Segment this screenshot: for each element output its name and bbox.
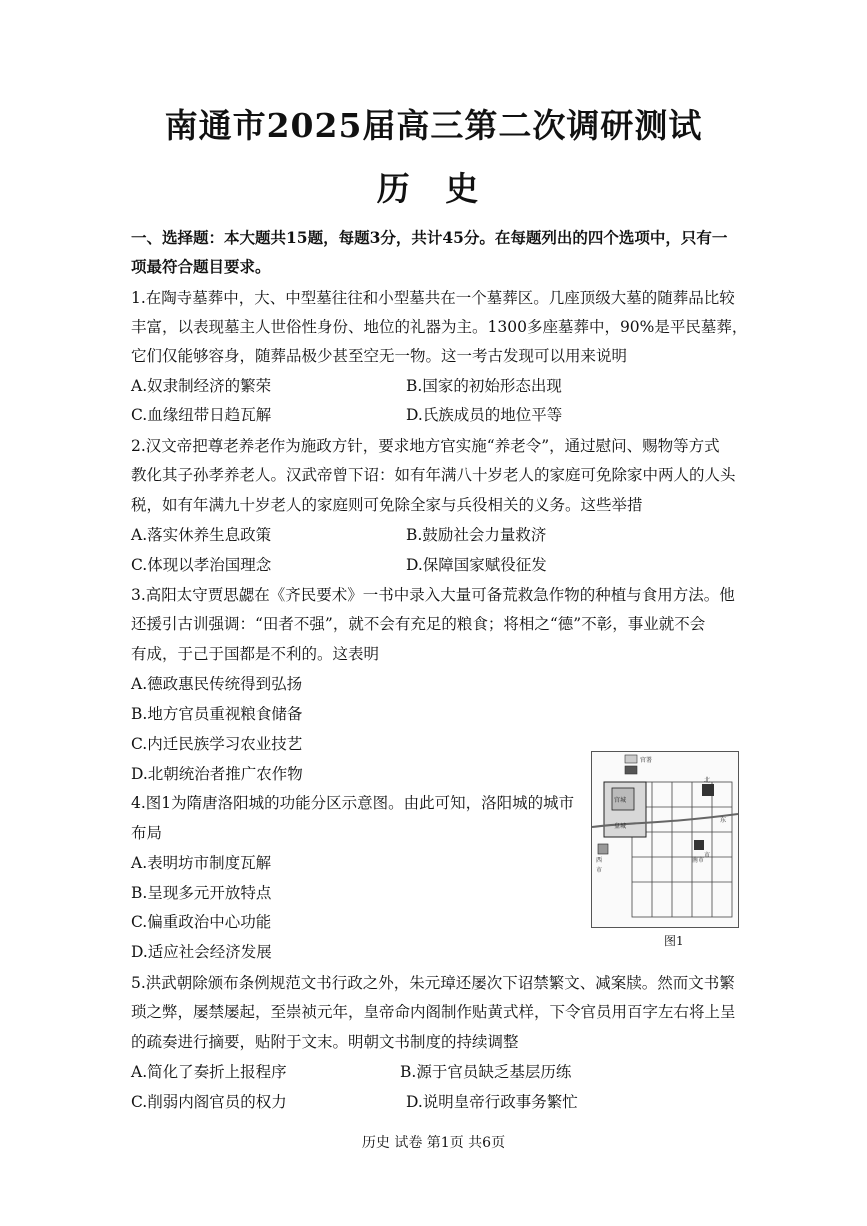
map-label: 宫城	[614, 797, 627, 804]
q1-option-d: D.氏族成员的地位平等	[406, 406, 563, 424]
q4-stem-line2: 布局	[131, 824, 163, 842]
q3-stem-line1: 3.高阳太守贾思勰在《齐民要术》一书中录入大量可备荒救急作物的种植与食用方法。他	[131, 586, 735, 604]
map-label: 东	[720, 817, 727, 824]
south-market-block	[694, 840, 704, 850]
map-label: 皇城	[614, 823, 627, 830]
q5-stem-line1: 5.洪武朝除颁布条例规范文书行政之外，朱元璋还屡次下诏禁繁文、减案牍。然而文书繁	[131, 974, 735, 992]
legend-swatch-dark	[625, 766, 637, 774]
q1-option-a: A.奴隶制经济的繁荣	[131, 377, 272, 395]
q5-stem-line2: 琐之弊，屡禁屡起，至崇祯元年，皇帝命内阁制作贴黄式样，下令官员用百字左右将上呈	[131, 1003, 736, 1021]
q5-option-b: B.源于官员缺乏基层历练	[400, 1063, 572, 1081]
q5-stem-line3: 的疏奏进行摘要，贴附于文末。明朝文书制度的持续调整	[131, 1033, 519, 1051]
q2-option-d: D.保障国家赋役征发	[406, 556, 547, 574]
map-label: 南市	[692, 857, 705, 864]
q1-option-c: C.血缘纽带日趋瓦解	[131, 406, 272, 424]
q3-stem-line2: 还援引古训强调：“田者不强”，就不会有充足的粮食；将相之“德”不彰，事业就不会	[131, 615, 706, 633]
page-footer: 历史 试卷 第1页 共6页	[361, 1135, 506, 1151]
figure-caption: 图1	[664, 934, 684, 948]
q5-option-a: A.简化了奏折上报程序	[131, 1063, 287, 1081]
q3-stem-line3: 有成，于己于国都是不利的。这表明	[131, 645, 380, 663]
legend-swatch-light	[625, 755, 637, 763]
q2-stem-line3: 税，如有年满九十岁老人的家庭则可免除全家与兵役相关的义务。这些举措	[131, 496, 643, 514]
q1-stem-line1: 1.在陶寺墓葬中，大、中型墓往往和小型墓共在一个墓葬区。几座顶级大墓的随葬品比较	[131, 289, 735, 307]
map-label: 西	[596, 857, 603, 864]
q4-option-b: B.呈现多元开放特点	[131, 884, 272, 902]
map-label: 市	[596, 867, 603, 874]
q4-option-c: C.偏重政治中心功能	[131, 913, 272, 931]
q1-stem-line2: 丰富，以表现墓主人世俗性身份、地位的礼器为主。1300多座墓葬中，90%是平民墓葬，	[131, 318, 748, 336]
map-label: 官署	[640, 757, 653, 764]
q1-stem-line3: 它们仅能够容身，随葬品极少甚至空无一物。这一考古发现可以用来说明	[131, 347, 628, 365]
map-label: 北	[704, 777, 711, 784]
q4-option-d: D.适应社会经济发展	[131, 943, 272, 961]
section-heading-line1: 一、选择题：本大题共15题，每题3分，共计45分。在每题列出的四个选项中，只有一	[131, 228, 728, 247]
section-heading-line2: 项最符合题目要求。	[131, 257, 271, 276]
page-title: 南通市2025届高三第二次调研测试	[164, 106, 703, 145]
q2-stem-line1: 2.汉文帝把尊老养老作为施政方针，要求地方官实施“养老令”，通过慰问、赐物等方式	[131, 437, 720, 455]
q3-option-b: B.地方官员重视粮食储备	[131, 705, 303, 723]
subject-title: 历 史	[376, 169, 491, 208]
q4-option-a: A.表明坊市制度瓦解	[131, 854, 272, 872]
q2-stem-line2: 教化其子孙孝养老人。汉武帝曾下诏：如有年满八十岁老人的家庭可免除家中两人的人头	[131, 466, 736, 484]
q2-option-c: C.体现以孝治国理念	[131, 556, 272, 574]
q1-option-b: B.国家的初始形态出现	[406, 377, 562, 395]
luoyang-map-svg	[592, 752, 738, 927]
q3-option-c: C.内迁民族学习农业技艺	[131, 735, 303, 753]
q3-option-a: A.德政惠民传统得到弘扬	[131, 675, 303, 693]
q3-option-d: D.北朝统治者推广农作物	[131, 765, 303, 783]
west-market-block	[598, 844, 608, 854]
q2-option-b: B.鼓励社会力量救济	[406, 526, 547, 544]
q4-stem-line1: 4.图1为隋唐洛阳城的功能分区示意图。由此可知，洛阳城的城市	[131, 794, 575, 812]
q2-option-a: A.落实休养生息政策	[131, 526, 272, 544]
map-label: 市	[704, 852, 711, 859]
q5-option-d: D.说明皇帝行政事务繁忙	[406, 1093, 578, 1111]
luoyang-city-map	[591, 751, 739, 928]
north-market-block	[702, 784, 714, 796]
q5-option-c: C.削弱内阁官员的权力	[131, 1093, 287, 1111]
